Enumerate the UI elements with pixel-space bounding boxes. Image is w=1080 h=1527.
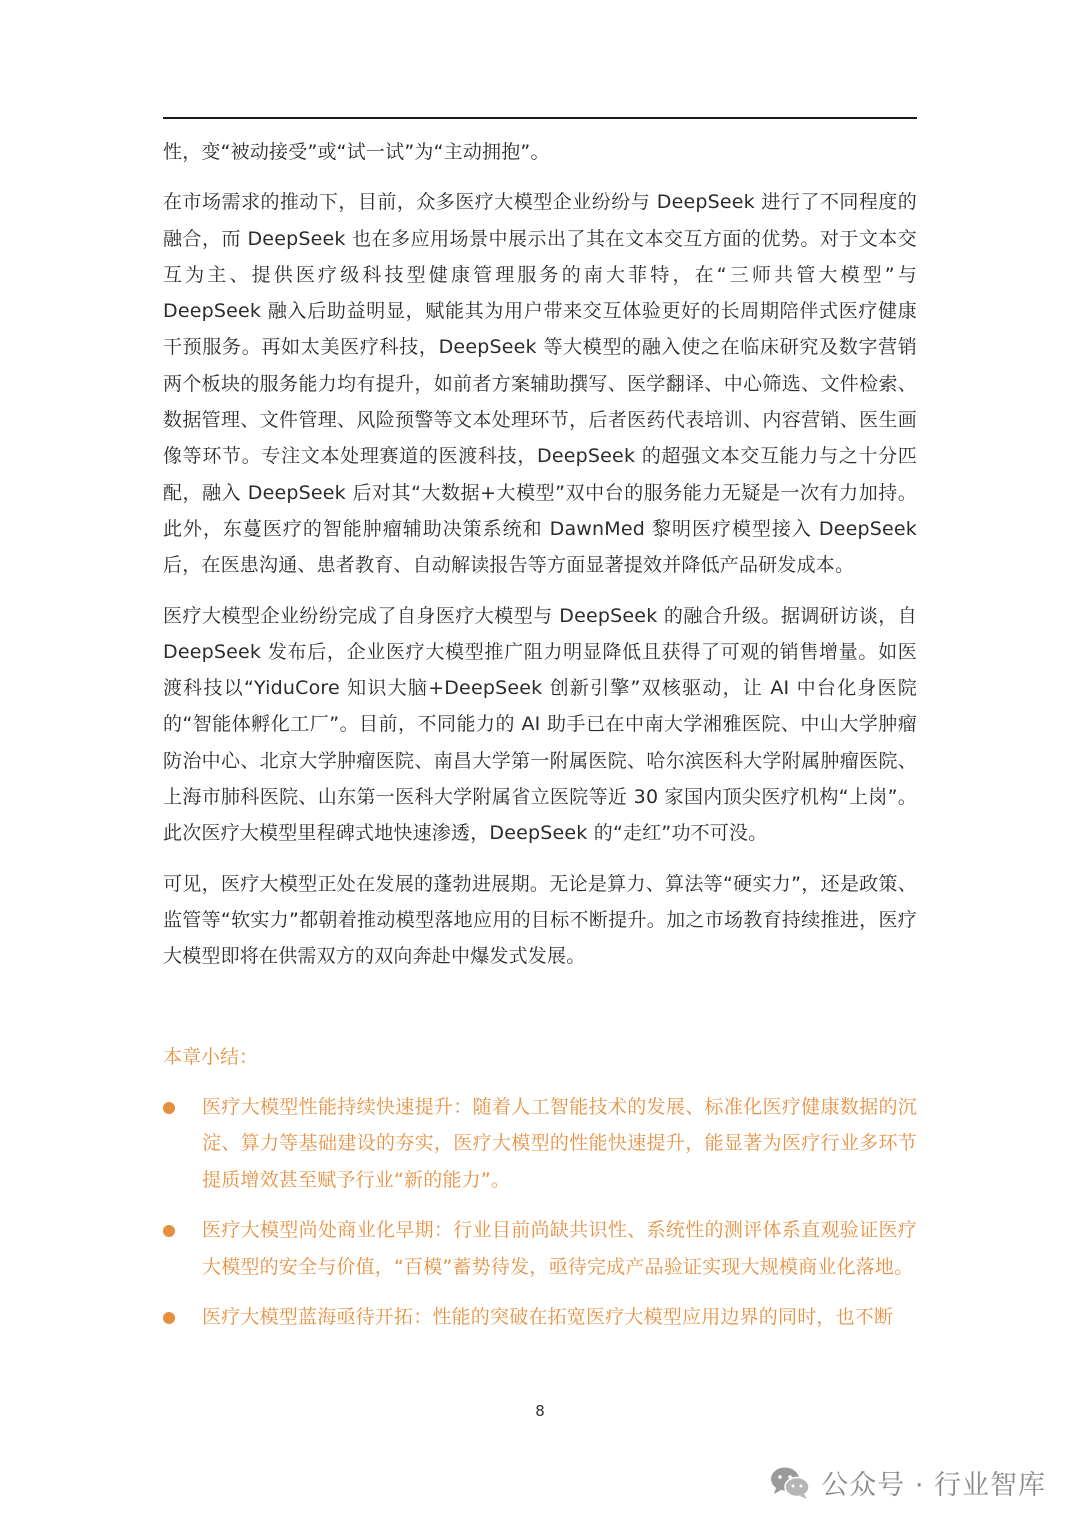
summary-item-text: 医疗大模型蓝海亟待开拓：性能的突破在拓宽医疗大模型应用边界的同时，也不断 xyxy=(202,1306,894,1329)
page-number: 8 xyxy=(535,1402,545,1420)
chapter-summary-title: 本章小结： xyxy=(163,1045,259,1068)
summary-item xyxy=(163,1299,917,1336)
paragraph-4: 可见，医疗大模型正处在发展的蓬勃进展期。无论是算力、算法等“硬实力”，还是政策、监管等“软实力”都朝着推动模型落地应用的目标不断提升。加之市场教育持续推进，医疗大模型即将在供需双方的双向奔赴中爆发式发展。 xyxy=(163,872,917,968)
wechat-icon xyxy=(769,1465,811,1501)
chapter-summary-list xyxy=(163,1089,917,1336)
paragraph-1: 性，变“被动接受”或“试一试”为“主动拥抱”。 xyxy=(163,141,550,163)
header-rule xyxy=(163,117,917,119)
summary-item xyxy=(163,1089,917,1199)
bullet-dot-icon xyxy=(163,1312,175,1324)
paragraph-3: 医疗大模型企业纷纷完成了自身医疗大模型与 DeepSeek 的融合升级。据调研访谈，自 DeepSeek 发布后，企业医疗大模型推广阻力明显降低且获得了可观的销售增量。如医渡科技以“YiduCore 知识大脑+DeepSeek 创新引擎”双核驱动，让 AI 中台化身医院的“智能体孵化工厂”。目前，不同能力的 AI 助手已在中南大学湘雅医院、中山大学肿瘤防治中心、北京大学肿瘤医院、南昌大学第一附属医院、哈尔滨医科大学附属肿瘤医院、上海市肺科医院、山东第一医科大学附属省立医院等近 30 家国内顶尖医疗机构“上岗”。此次医疗大模型里程碑式地快速渗透，DeepSeek 的“走红”功不可没。 xyxy=(163,604,917,845)
bullet-dot-icon xyxy=(163,1102,175,1114)
summary-item xyxy=(163,1212,917,1285)
watermark-text: 公众号 · 行业智库 xyxy=(821,1470,1046,1501)
watermark xyxy=(769,1463,1046,1502)
paragraph-2: 在市场需求的推动下，目前，众多医疗大模型企业纷纷与 DeepSeek 进行了不同程度的融合，而 DeepSeek 也在多应用场景中展示出了其在文本交互方面的优势。对于文本交互为主、提供医疗级科技型健康管理服务的南大菲特，在“三师共管大模型”与 DeepSeek 融入后助益明显，赋能其为用户带来交互体验更好的长周期陪伴式医疗健康干预服务。再如太美医疗科技，DeepSeek 等大模型的融入使之在临床研究及数字营销两个板块的服务能力均有提升，如前者方案辅助撰写、医学翻译、中心筛选、文件检索、数据管理、文件管理、风险预警等文本处理环节，后者医药代表培训、内容营销、医生画像等环节。专注文本处理赛道的医渡科技，DeepSeek 的超强文本交互能力与之十分匹配，融入 DeepSeek 后对其“大数据+大模型”双中台的服务能力无疑是一次有力加持。此外，东蔓医疗的智能肿瘤辅助决策系统和 DawnMed 黎明医疗模型接入 DeepSeek 后，在医患沟通、患者教育、自动解读报告等方面显著提效并降低产品研发成本。 xyxy=(163,191,917,577)
summary-item-text: 医疗大模型尚处商业化早期：行业目前尚缺共识性、系统性的测评体系直观验证医疗大模型的安全与价值，“百模”蓄势待发，亟待完成产品验证实现大规模商业化落地。 xyxy=(202,1219,917,1278)
document-body xyxy=(163,134,917,1350)
summary-item-text: 医疗大模型性能持续快速提升：随着人工智能技术的发展、标准化医疗健康数据的沉淀、算力等基础建设的夯实，医疗大模型的性能快速提升，能显著为医疗行业多环节提质增效甚至赋予行业“新的能力”。 xyxy=(202,1095,917,1191)
bullet-dot-icon xyxy=(163,1225,175,1237)
